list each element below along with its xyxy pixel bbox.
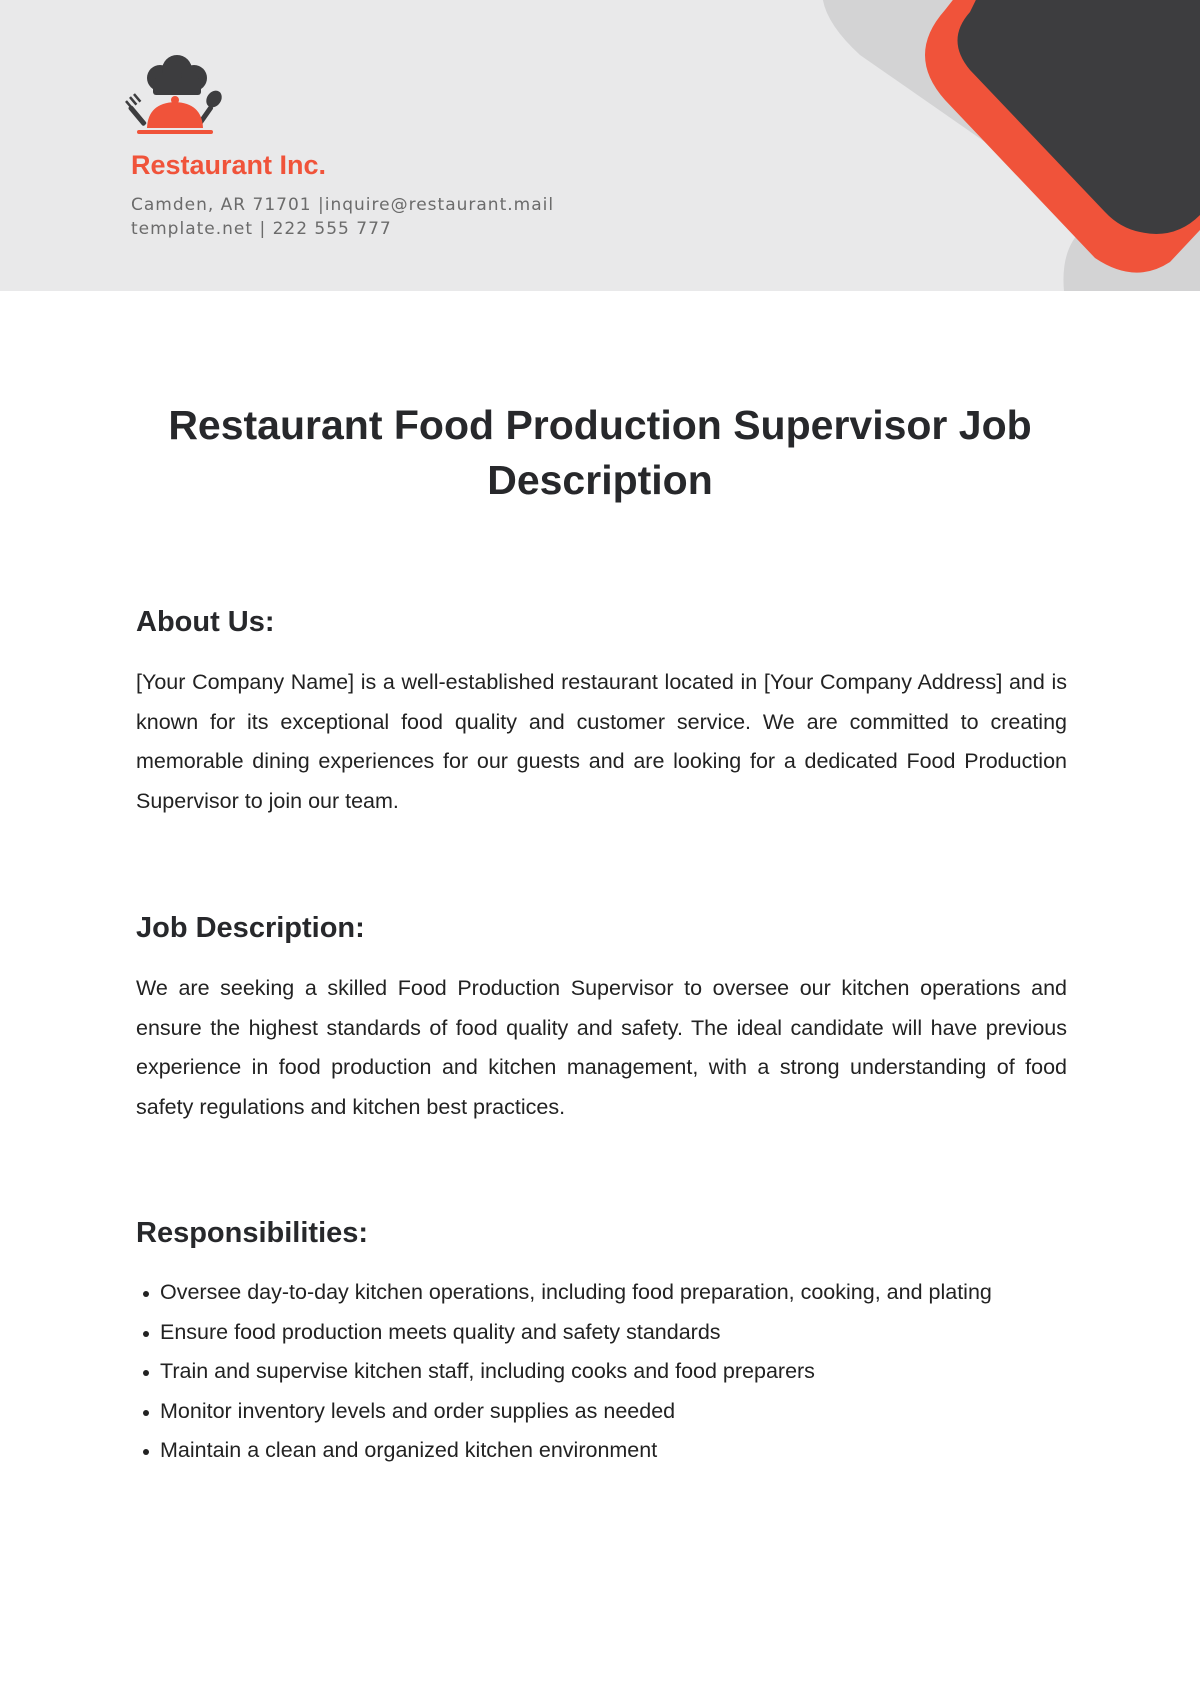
list-item: Maintain a clean and organized kitchen environment [136,1431,1067,1471]
job-description-heading: Job Description: [136,912,365,944]
list-item: Oversee day-to-day kitchen operations, including food preparation, cooking, and plating [136,1273,1067,1313]
about-heading: About Us: [136,606,275,638]
list-item: Monitor inventory levels and order supplies as needed [136,1392,1067,1432]
contact-website-phone: template.net | 222 555 777 [131,219,392,239]
company-name: Restaurant Inc. [131,150,327,180]
about-body: [Your Company Name] is a well-established restaurant located in [Your Company Address] and is known for its exceptional food quality and customer service. We are committed to creating memorable dining experiences for our guests and are looking for a dedicated Food Production Supervisor to join our team. [136,670,1067,813]
responsibilities-heading: Responsibilities: [136,1217,369,1249]
contact-address-email: Camden, AR 71701 |inquire@restaurant.mail [131,195,555,215]
list-item: Ensure food production meets quality and safety standards [136,1313,1067,1353]
contact-info [131,193,554,241]
document-title: Restaurant Food Production Supervisor Job Description [168,402,1032,503]
chef-hat-cloche-icon [115,50,235,146]
list-item: Train and supervise kitchen staff, including cooks and food preparers [136,1352,1067,1392]
responsibilities-list [136,1273,1067,1471]
letterhead [0,0,1200,291]
job-description-body: We are seeking a skilled Food Production Supervisor to oversee our kitchen operations and ensure the highest standards of food quality and safety. The ideal candidate will have previous experience in food production and kitchen management, with a strong understanding of food safety regulations and kitchen best practices. [136,976,1067,1119]
